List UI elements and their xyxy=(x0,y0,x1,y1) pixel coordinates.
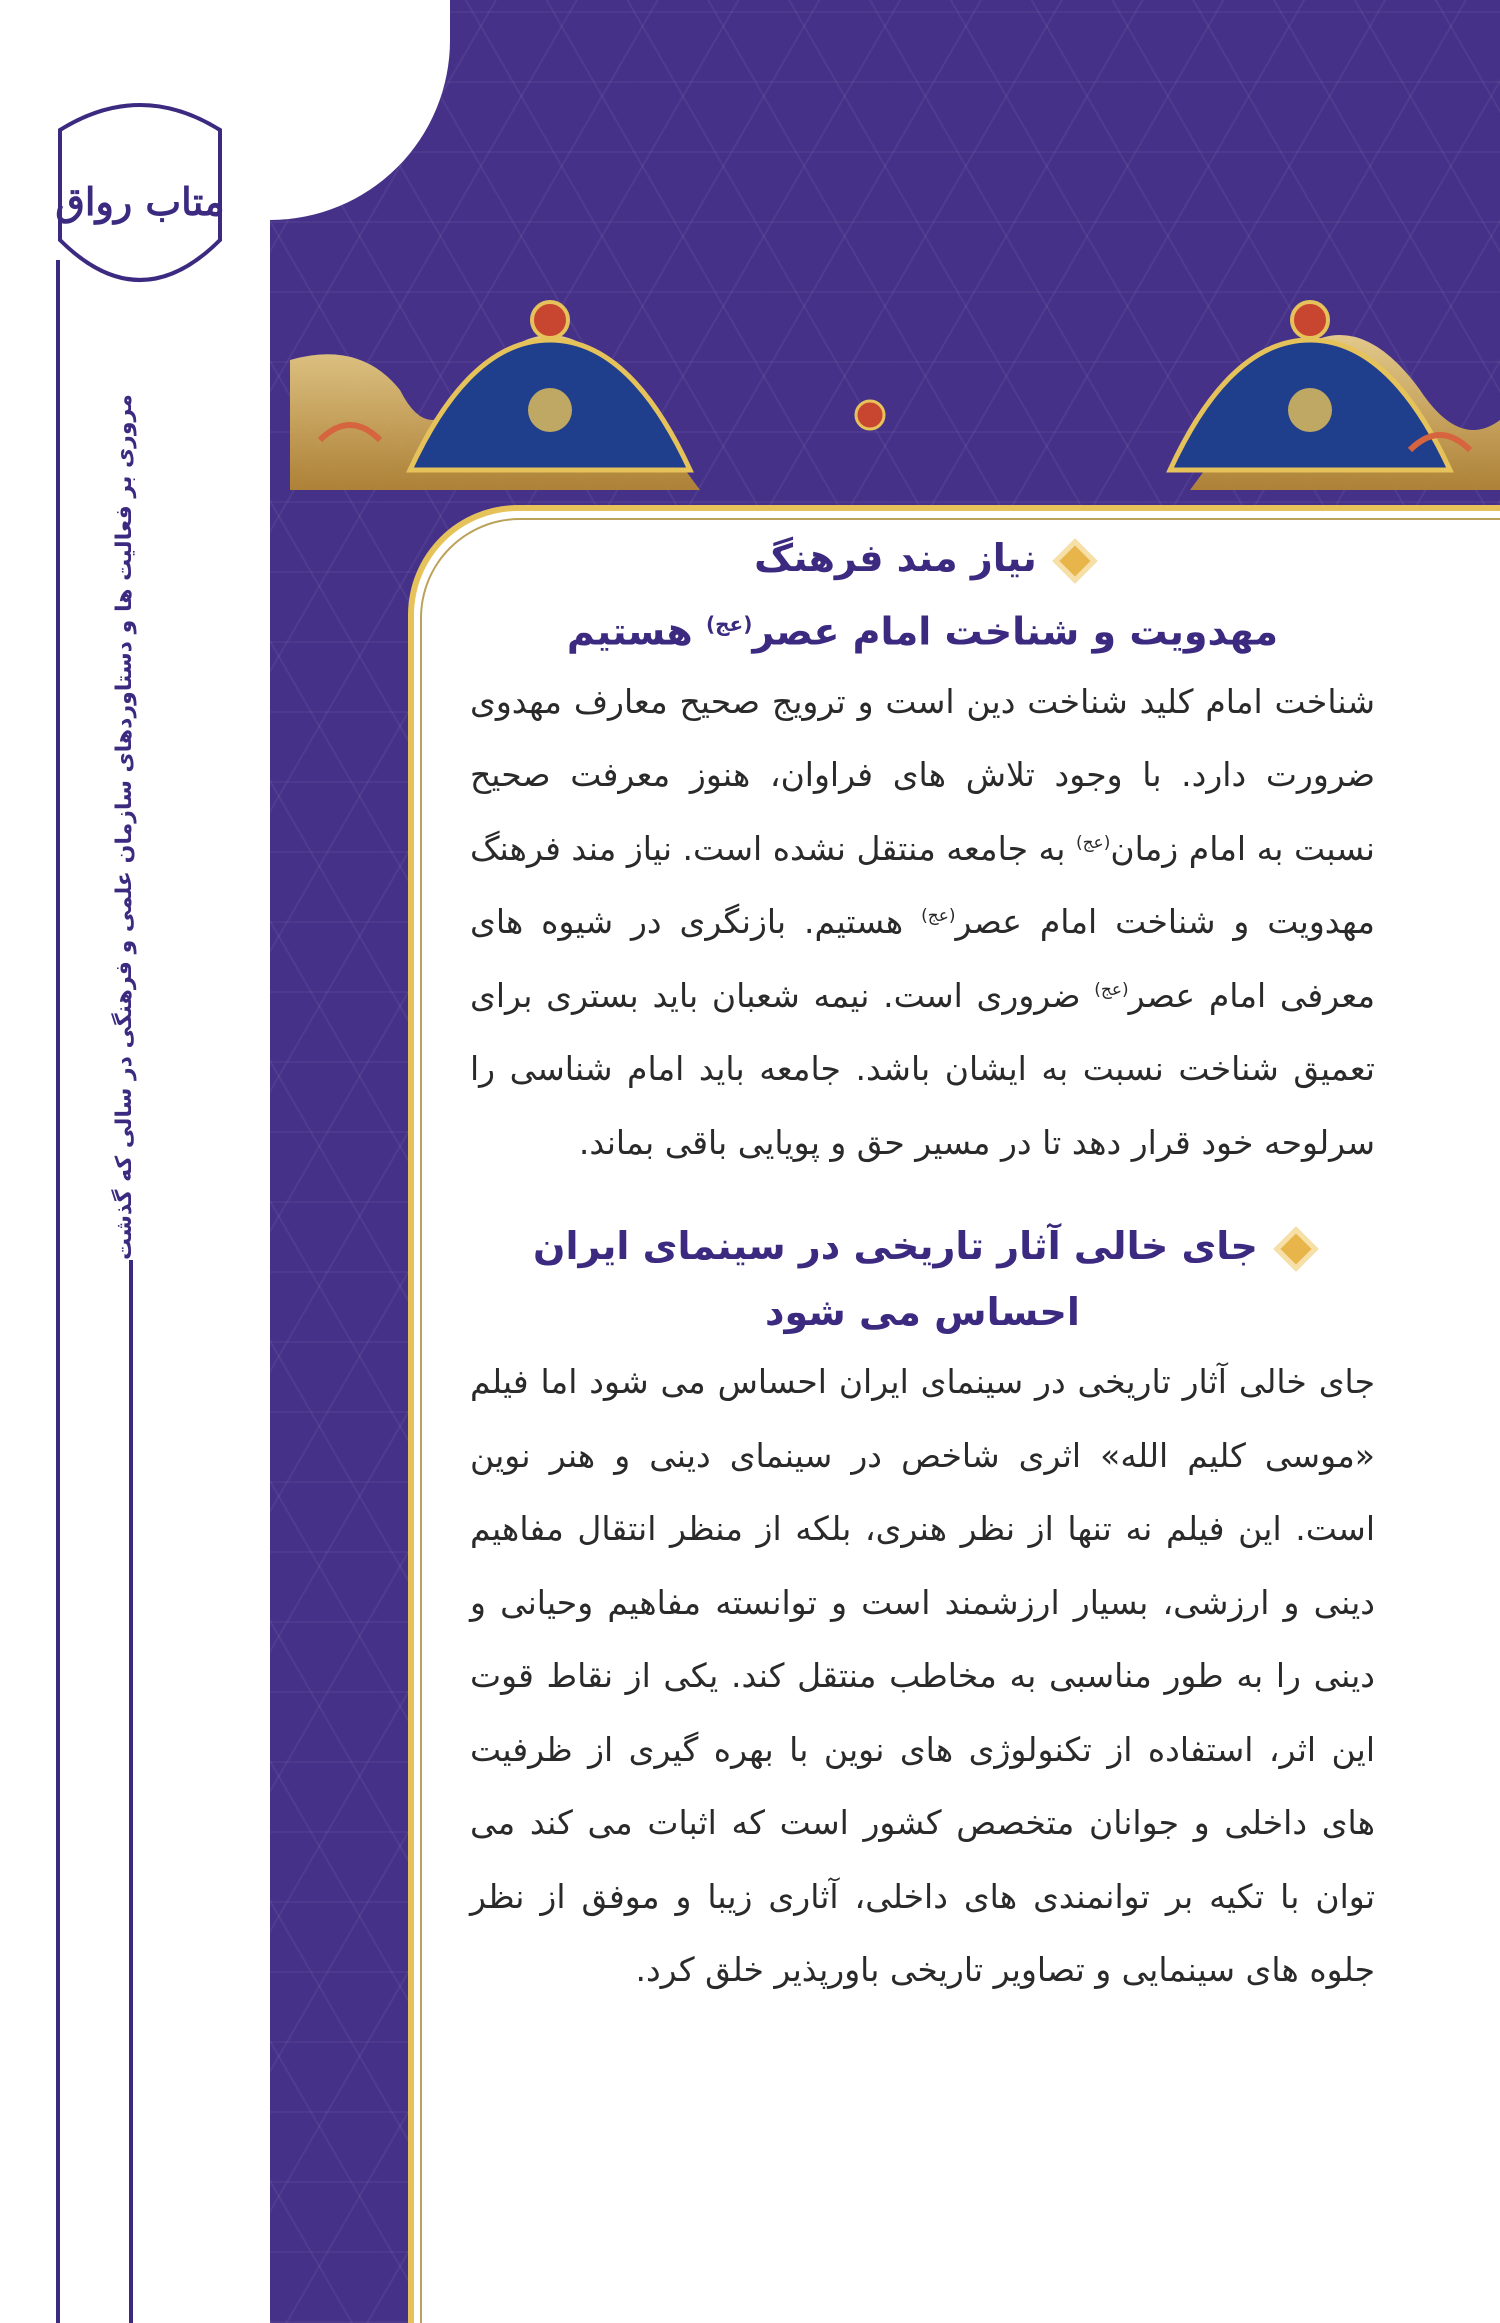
logo-text: متاب رواق xyxy=(55,179,225,224)
diamond-bullet-icon xyxy=(1052,538,1097,583)
section-2-heading xyxy=(470,1213,1375,1279)
section-1-sup1: (عج) xyxy=(1075,832,1111,853)
section-1-heading-line2 xyxy=(470,591,1375,665)
logo-badge xyxy=(40,90,240,330)
section-1-body xyxy=(470,665,1375,1180)
section-1-heading-text-a: مهدویت و شناخت امام عصر xyxy=(752,609,1279,654)
section-1-body-part2: به جامعه منتقل نشده است. نیاز مند فرهنگ مهدویت و شناخت امام عصر xyxy=(470,828,1375,942)
sidebar-rule xyxy=(129,1260,133,2323)
section-2-body: جای خالی آثار تاریخی در سینمای ایران احساس می شود اما فیلم «موسی کلیم الله» اثری شاخص در سینمای دینی و هنر نوین است. این فیلم نه تنها از نظر هنری، بلکه از منظر انتقال مفاهیم دینی و ارزشی، بسیار ارزشمند است و توانسته مفاهیم وحیانی و دینی را به طور مناسبی به مخاطب منتقل کند. یکی از نقاط قوت این اثر، استفاده از تکنولوژی های نوین با بهره گیری از ظرفیت های داخلی و جوانان متخصص کشور است که اثبات می کند می توان با تکیه بر توانمندی های داخلی، آثاری زیبا و موفق از نظر جلوه های سینمایی و تصاویر تاریخی باورپذیر خلق کرد. xyxy=(470,1362,1375,1990)
ornament-band xyxy=(290,300,1500,500)
section-2-heading-line1: جای خالی آثار تاریخی در سینمای ایران xyxy=(533,1224,1258,1269)
section-1-sup3: (عج) xyxy=(1094,979,1129,1000)
sidebar-caption: مروری بر فعالیت ها و دستاوردهای سازمان علمی و فرهنگی در سالی که گذشت xyxy=(112,394,137,1260)
article-content xyxy=(470,525,1375,2007)
section-1-body-part3: هستیم. بازنگری در شیوه های معرفی امام عصر xyxy=(470,902,1375,1015)
section-1-sup2: (عج) xyxy=(921,906,956,927)
section-1-body-part1: شناخت امام کلید شناخت دین است و ترویج صحیح معارف مهدوی ضرورت دارد. با وجود تلاش های فراوان، هنوز معرفت صحیح نسبت به امام زمان xyxy=(470,681,1375,868)
margin-border-line xyxy=(56,260,60,2323)
section-1-heading xyxy=(470,525,1375,591)
diamond-bullet-icon xyxy=(1273,1226,1318,1271)
section-1-body-part4: ضروری است. نیمه شعبان باید بستری برای تعمیق شناخت نسبت به ایشان باشد. جامعه باید امام شناسی را سرلوحه خود قرار دهد تا در مسیر حق و پویایی باقی بماند. xyxy=(470,975,1375,1162)
section-1-heading-line1: نیاز مند فرهنگ xyxy=(754,536,1037,580)
section-2-heading-line2: احساس می شود xyxy=(765,1290,1080,1335)
section-1-heading-text-b: هستیم xyxy=(566,609,693,654)
section-1-heading-sup: (عج) xyxy=(706,612,753,636)
